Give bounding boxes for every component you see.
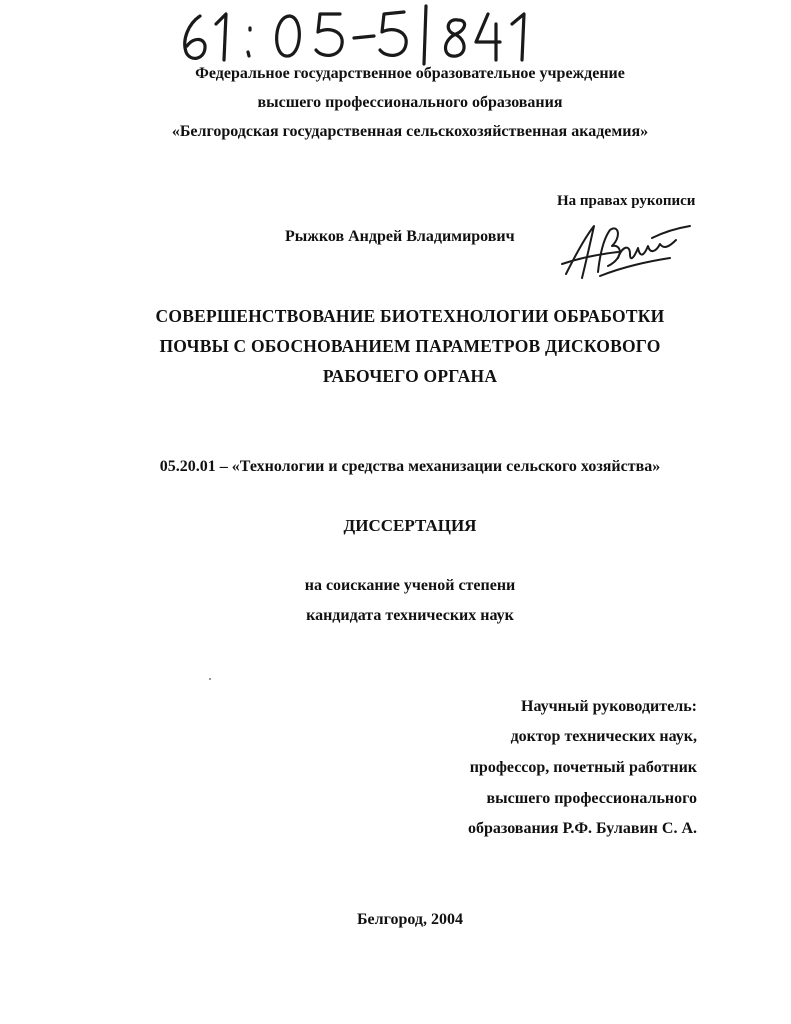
supervisor-name: образования Р.Ф. Булавин С. А.: [467, 820, 697, 837]
thesis-title-line-1: СОВЕРШЕНСТВОВАНИЕ БИОТЕХНОЛОГИИ ОБРАБОТКИ: [155, 306, 665, 326]
supervisor-heading: Научный руководитель:: [521, 698, 697, 715]
degree-line-1: на соискание ученой степени: [304, 577, 516, 594]
thesis-title-line-2: ПОЧВЫ С ОБОСНОВАНИЕМ ПАРАМЕТРОВ ДИСКОВОГО: [159, 336, 661, 356]
author-signature: [560, 218, 695, 283]
paper-speck: [209, 678, 211, 680]
supervisor-degree: доктор технических наук,: [510, 728, 697, 745]
supervisor-title: профессор, почетный работник: [469, 759, 697, 776]
thesis-title-line-3: РАБОЧЕГО ОРГАНА: [322, 366, 498, 386]
manuscript-note: На правах рукописи: [557, 193, 696, 209]
document-type: ДИССЕРТАЦИЯ: [343, 516, 477, 535]
institution-line-2: высшего профессионального образования: [257, 94, 563, 111]
institution-line-1: Федеральное государственное образовательное учреждение: [195, 65, 625, 82]
place-and-year: Белгород, 2004: [356, 911, 464, 928]
author-name: Рыжков Андрей Владимирович: [285, 228, 515, 245]
institution-line-3: «Белгородская государственная сельскохозяйственная академия»: [171, 123, 649, 140]
specialty-code: 05.20.01 – «Технологии и средства механизации сельского хозяйства»: [159, 458, 661, 475]
supervisor-title-cont: высшего профессионального: [486, 790, 697, 807]
handwritten-catalog-code: [178, 2, 538, 66]
degree-line-2: кандидата технических наук: [306, 607, 514, 624]
